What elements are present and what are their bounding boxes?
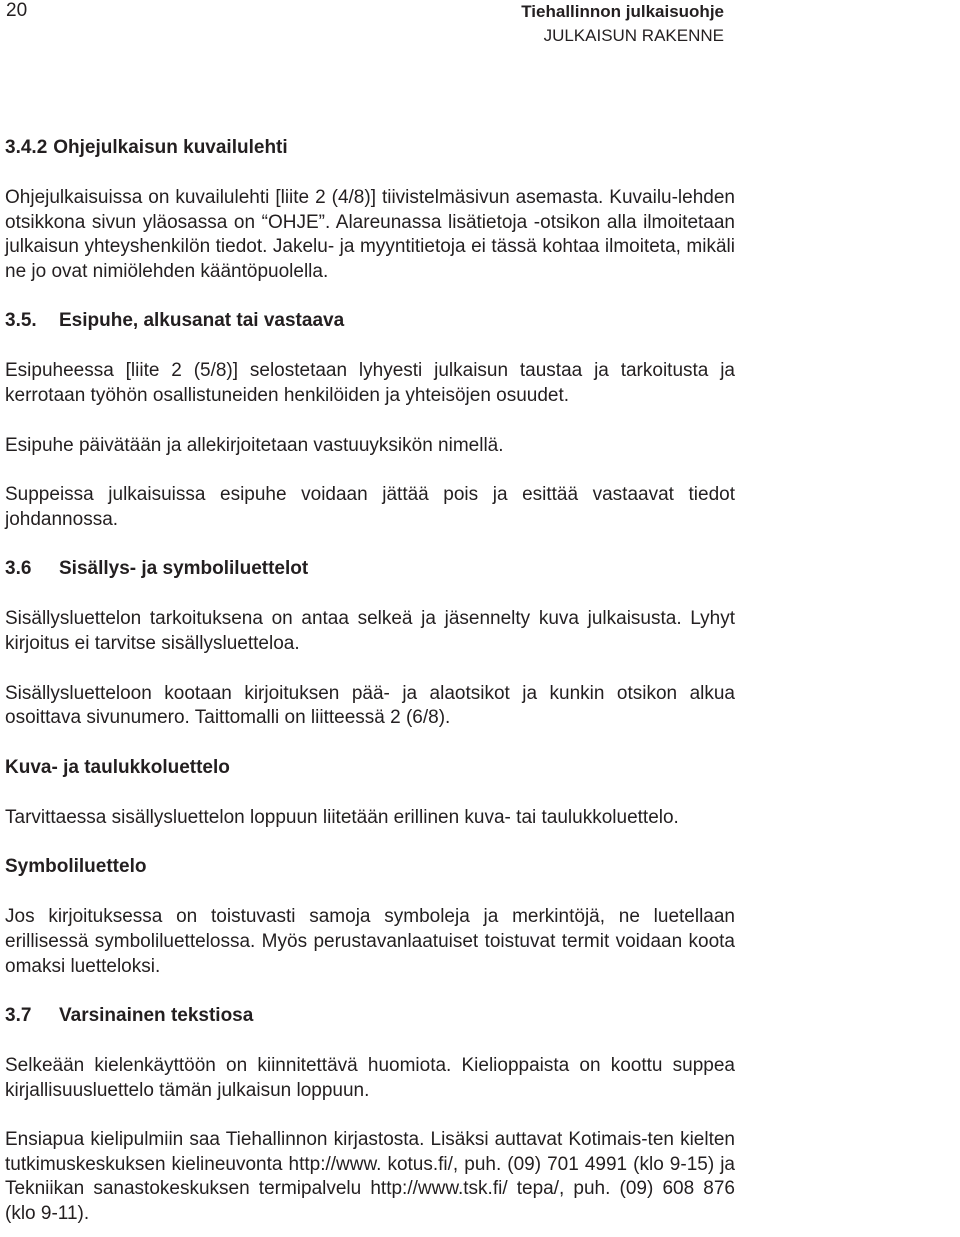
page-number: 20 <box>6 0 28 21</box>
paragraph: Esipuhe päivätään ja allekirjoitetaan vastuuyksikön nimellä. <box>5 434 504 456</box>
section-title: Esipuhe, alkusanat tai vastaava <box>59 310 345 332</box>
section-number: 3.6 <box>5 558 32 580</box>
paragraph: Jos kirjoituksessa on toistuvasti samoja symboleja ja merkintöjä, ne luetellaan erillisessä symboliluettelossa. Myös perustavanlaatuiset toistuvat termit voidaan koota omaksi luetteloksi. <box>5 906 735 977</box>
section-number: 3.4.2 <box>5 137 48 158</box>
section-heading-3-7 <box>5 1004 735 1028</box>
paragraph: Selkeään kielenkäyttöön on kiinnitettävä huomiota. Kielioppaista on koottu suppea kirjallisuusluettelo tämän julkaisun loppuun. <box>5 1055 735 1101</box>
paragraph: Esipuheessa [liite 2 (5/8)] selostetaan lyhyesti julkaisun taustaa ja tarkoitusta ja kerrotaan työhön osallistuneiden henkilöiden ja yhteisöjen osuudet. <box>5 360 735 406</box>
paragraph: Sisällysluettelon tarkoituksena on antaa selkeä ja jäsennelty kuva julkaisusta. Lyhyt kirjoitus ei tarvitse sisällysluetteloa. <box>5 608 735 654</box>
section-title: Varsinainen tekstiosa <box>59 1005 254 1027</box>
subsection-heading-kuva: Kuva- ja taulukkoluettelo <box>5 756 230 778</box>
section-title: Sisällys- ja symboliluettelot <box>59 558 309 580</box>
paragraph: Ensiapua kielipulmiin saa Tiehallinnon kirjastosta. Lisäksi auttavat Kotimais-ten kielten tutkimuskeskuksen kielineuvonta http://www. kotus.fi/, puh. (09) 701 4991 (klo 9-15) ja Tekniikan sanastokeskuksen termipalvelu http://www.tsk.fi/ tepa/, puh. (09) 608 876 (klo 9-11). <box>5 1129 735 1225</box>
section-heading-3-5 <box>5 309 735 333</box>
section-title: Ohjejulkaisun kuvailulehti <box>53 137 288 158</box>
section-title: JULKAISUN RAKENNE <box>543 26 724 45</box>
section-number: 3.7 <box>5 1005 32 1027</box>
section-heading-3-4-2 <box>5 136 735 160</box>
paragraph: Ohjejulkaisuissa on kuvailulehti [liite 2 (4/8)] tiivistelmäsivun asemasta. Kuvailu-lehden otsikkona sivun yläosassa on “OHJE”. Alareunassa lisätietoja -otsikon alla ilmoitetaan julkaisun yhteyshenkilön tiedot. Jakelu- ja myyntitietoja ei tässä kohtaa ilmoiteta, mikäli ne jo ovat nimiölehden kääntöpuolella. <box>5 187 735 282</box>
paragraph: Suppeissa julkaisuissa esipuhe voidaan jättää pois ja esittää vastaavat tiedot johdannossa. <box>5 484 735 530</box>
running-head <box>521 0 724 48</box>
paragraph: Sisällysluetteloon kootaan kirjoituksen pää- ja alaotsikot ja kunkin otsikon alkua osoittava sivunumero. Taittomalli on liitteessä 2 (6/8). <box>5 682 735 729</box>
section-number: 3.5. <box>5 310 37 332</box>
publication-title: Tiehallinnon julkaisuohje <box>521 2 724 21</box>
section-heading-3-6 <box>5 557 735 581</box>
paragraph: Tarvittaessa sisällysluettelon loppuun liitetään erillinen kuva- tai taulukkoluettelo. <box>5 806 679 828</box>
subsection-heading-symboli: Symboliluettelo <box>5 856 147 878</box>
page-body <box>5 136 735 1227</box>
